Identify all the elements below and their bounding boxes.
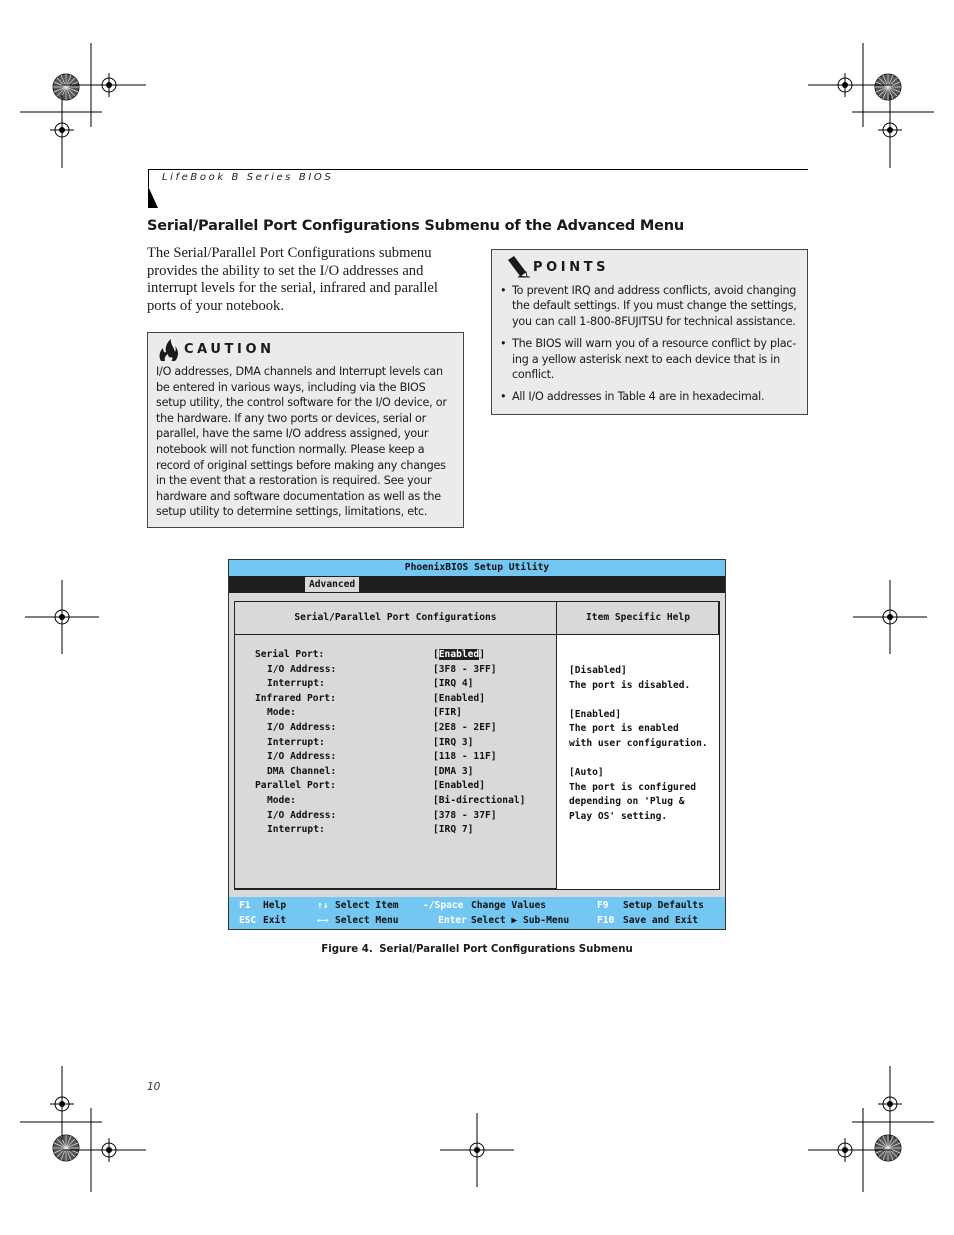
setting-value[interactable] [433, 648, 485, 663]
help-line: The port is enabled [569, 723, 679, 735]
key-hint [597, 913, 698, 928]
key-description: Select Item [335, 900, 399, 911]
setting-label: Mode: [267, 707, 296, 719]
setting-row[interactable] [267, 794, 567, 809]
key-hint [317, 913, 399, 928]
setting-value[interactable]: [IRQ 4] [433, 678, 474, 690]
list-item [500, 336, 802, 382]
setting-label: DMA Channel: [267, 765, 337, 777]
bios-key-legend [229, 897, 725, 929]
setting-row[interactable] [267, 750, 567, 765]
help-line: [Disabled] [569, 665, 627, 676]
list-item [500, 389, 802, 404]
help-line: [Auto] [569, 767, 604, 779]
setting-row[interactable] [267, 809, 567, 824]
key-hint [423, 898, 546, 913]
key-label: -/Space [423, 900, 464, 911]
key-hint [597, 898, 704, 913]
setting-value[interactable]: [IRQ 7] [433, 824, 474, 836]
bios-screenshot [228, 559, 726, 930]
setting-row[interactable] [267, 721, 567, 736]
key-description: Save and Exit [623, 915, 699, 926]
setting-row[interactable] [267, 677, 567, 692]
header-triangle [148, 186, 158, 208]
setting-value[interactable]: [Enabled] [433, 692, 485, 704]
setting-value[interactable]: [Enabled] [433, 780, 485, 792]
setting-row[interactable] [267, 736, 567, 751]
intro-paragraph: The Serial/Parallel Port Configurations submenu provides the ability to set the I/O addresses and interrupt levels for the serial, infrared and parallel ports of your notebook. [147, 245, 438, 314]
tab-advanced[interactable]: Advanced [305, 577, 359, 592]
setting-row[interactable] [255, 648, 555, 663]
bullet: • [500, 390, 507, 404]
key-hint [317, 898, 399, 913]
section-title: Serial/Parallel Port Configurations Submenu of the Advanced Menu [147, 218, 684, 234]
setting-value[interactable]: [3F8 - 3FF] [433, 663, 497, 675]
figure-caption [0, 944, 954, 955]
list-item [500, 283, 802, 329]
point-text: To prevent IRQ and address conflicts, avoid changing the default settings. If you must change the settings, you can call 1-800-8FUJITSU for technical assistance. [512, 284, 797, 328]
point-text: The BIOS will warn you of a resource conflict by plac-ing a yellow asterisk next to each device that is in conflict. [512, 337, 797, 382]
setting-label: Interrupt: [267, 736, 325, 748]
caution-title: CAUTION [184, 342, 275, 357]
key-hint [239, 898, 286, 913]
header-rule [148, 169, 808, 170]
key-hint [239, 913, 286, 928]
setting-row[interactable] [267, 663, 567, 678]
bullet: • [500, 337, 507, 351]
running-header: LifeBook B Series BIOS [162, 172, 334, 183]
help-line: with user configuration. [569, 738, 708, 749]
help-title: Item Specific Help [586, 612, 690, 623]
bios-title-bar: PhoenixBIOS Setup Utility [229, 560, 725, 576]
bracket-close: ] [479, 649, 485, 660]
key-label: F9 [597, 900, 609, 911]
key-description: Help [263, 900, 287, 911]
setting-label: I/O Address: [267, 751, 337, 763]
setting-label: Parallel Port: [255, 780, 336, 792]
setting-row[interactable] [267, 706, 567, 721]
key-hint [423, 913, 569, 928]
caution-box [147, 332, 464, 528]
setting-value[interactable]: [DMA 3] [433, 765, 474, 777]
key-description: Exit [263, 915, 287, 926]
setting-label: Interrupt: [267, 824, 325, 836]
setting-value[interactable]: [2E8 - 2EF] [433, 722, 497, 733]
setting-row[interactable] [267, 823, 567, 838]
key-description: Select ▶ Sub-Menu [471, 915, 570, 926]
setting-value[interactable]: [378 - 37F] [433, 809, 497, 821]
setting-label: Infrared Port: [255, 692, 336, 704]
flame-icon [157, 338, 179, 362]
key-description: Change Values [471, 900, 547, 911]
page-number: 10 [147, 1081, 161, 1093]
key-description: Select Menu [335, 915, 399, 926]
key-label: ESC [239, 915, 257, 926]
figure-text: Serial/Parallel Port Configurations Submenu [379, 944, 633, 955]
bios-panel [234, 601, 720, 890]
points-box [491, 249, 808, 415]
setting-row[interactable] [267, 765, 567, 780]
setting-label: Serial Port: [255, 649, 325, 660]
key-label: F10 [597, 915, 615, 926]
help-line: The port is disabled. [569, 679, 691, 691]
setting-value[interactable]: [118 - 11F] [433, 751, 497, 763]
setting-label: I/O Address: [267, 722, 337, 733]
setting-label: I/O Address: [267, 663, 337, 675]
setting-row[interactable] [255, 779, 555, 794]
figure-number: Figure 4. [321, 944, 373, 955]
bullet: • [500, 284, 507, 297]
points-list [500, 283, 802, 412]
setting-value[interactable]: [Bi-directional] [433, 795, 526, 806]
key-label: F1 [239, 900, 251, 911]
bios-menu-bar [229, 576, 725, 593]
key-label: ↑↓ [317, 900, 329, 911]
panel-header-divider [235, 634, 719, 635]
caution-text: I/O addresses, DMA channels and Interrupt levels can be entered in various ways, including via the BIOS setup utility, the control software for the I/O device, or the hardware. If any two ports or devices, serial or parallel, have the same I/O address assigned, your notebook will not function normally. Please keep a record of original settings before making any changes in the event that a restoration is required. See your hardware and software documentation as well as the setup utility to determine settings, limitations, etc. [156, 365, 447, 519]
panel-title: Serial/Parallel Port Configurations [294, 612, 497, 623]
help-line: The port is configured [569, 781, 697, 793]
setting-label: Interrupt: [267, 678, 325, 690]
help-line: [Enabled] [569, 708, 621, 720]
setting-value[interactable]: [FIR] [433, 707, 462, 719]
points-title: POINTS [533, 260, 610, 275]
setting-row[interactable] [255, 692, 555, 707]
selected-value[interactable]: Enabled [438, 649, 480, 660]
setting-value[interactable]: [IRQ 3] [433, 736, 474, 748]
key-label: Enter [438, 915, 467, 926]
bracket-open: [ [433, 649, 439, 660]
setting-label: I/O Address: [267, 809, 337, 821]
setting-label: Mode: [267, 795, 296, 806]
key-description: Setup Defaults [623, 900, 704, 911]
point-text: All I/O addresses in Table 4 are in hexadecimal. [512, 390, 765, 404]
help-line: depending on 'Plug & [569, 796, 685, 808]
key-label: ←→ [317, 915, 329, 926]
help-line: Play OS' setting. [569, 811, 668, 822]
header-rule-vertical [148, 169, 149, 187]
pencil-icon [506, 254, 530, 278]
